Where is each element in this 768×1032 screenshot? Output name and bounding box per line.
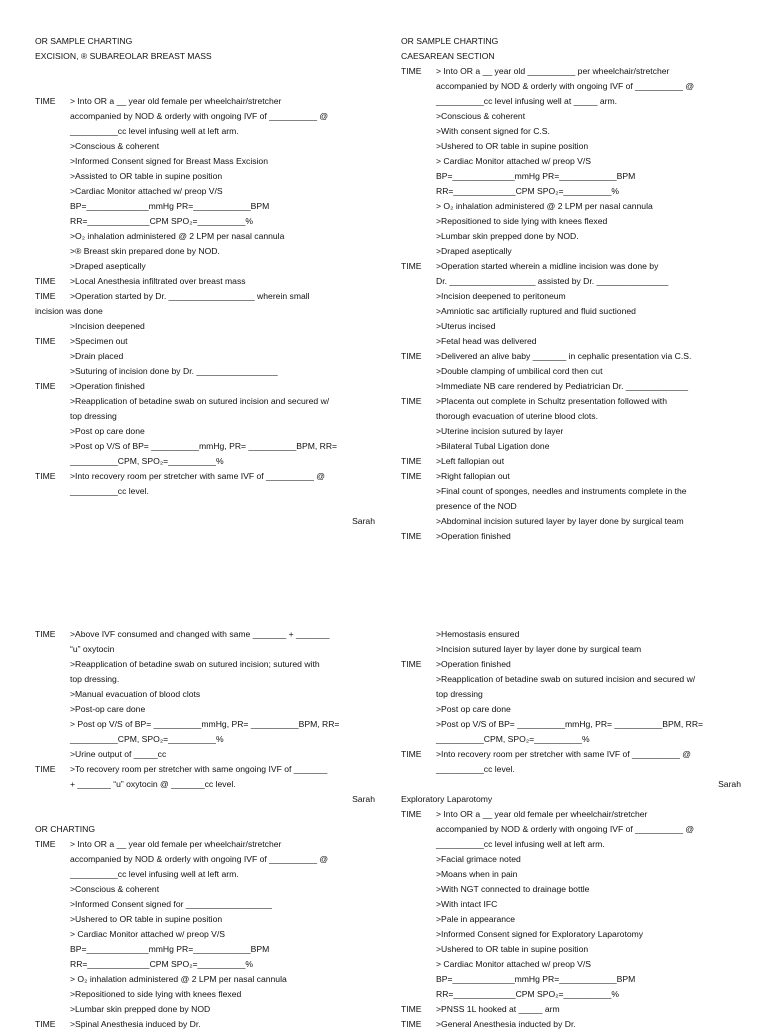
- chart-line: [35, 499, 375, 514]
- line-text: > O₂ inhalation administered @ 2 LPM per nasal cannula: [436, 201, 653, 211]
- chart-line: [35, 927, 375, 942]
- line-text: >Left fallopian out: [436, 456, 505, 466]
- chart-line: [35, 514, 375, 529]
- line-text: >Draped aseptically: [70, 261, 146, 271]
- line-text: top dressing: [436, 689, 483, 699]
- line-text: >Specimen out: [70, 336, 128, 346]
- time-label: TIME: [401, 351, 422, 361]
- chart-line: [35, 94, 375, 109]
- line-text: OR SAMPLE CHARTING: [35, 36, 133, 46]
- line-text: >Operation finished: [436, 659, 511, 669]
- time-label: TIME: [35, 291, 56, 301]
- chart-line: [401, 79, 741, 94]
- chart-line: [401, 34, 741, 49]
- line-text: >Incision deepened to peritoneum: [436, 291, 566, 301]
- line-text: >PNSS 1L hooked at _____ arm: [436, 1004, 560, 1014]
- line-text: OR SAMPLE CHARTING: [401, 36, 499, 46]
- chart-line: [401, 514, 741, 529]
- line-text: Dr. __________________ assisted by Dr. _______________: [436, 276, 669, 286]
- chart-line: [401, 927, 741, 942]
- line-text: >Operation started wherein a midline incision was done by: [436, 261, 659, 271]
- line-text: >Facial grimace noted: [436, 854, 521, 864]
- line-text: >Repositioned to side lying with knees flexed: [70, 989, 242, 999]
- line-text: >Into recovery room per stretcher with same IVF of __________ @: [436, 749, 691, 759]
- chart-line: [401, 229, 741, 244]
- line-text: >Post op care done: [436, 704, 511, 714]
- chart-line: [401, 687, 741, 702]
- line-text: RR=_____________CPM SPO₂=__________%: [436, 989, 619, 999]
- line-text: incision was done: [35, 306, 103, 316]
- chart-line: [401, 852, 741, 867]
- line-text: >Hemostasis ensured: [436, 629, 520, 639]
- line-text: __________CPM, SPO₂=__________%: [436, 734, 590, 744]
- chart-line: [401, 334, 741, 349]
- chart-line: [401, 777, 741, 792]
- time-label: TIME: [35, 471, 56, 481]
- chart-line: [401, 409, 741, 424]
- time-label: TIME: [35, 336, 56, 346]
- line-text: __________cc level.: [436, 764, 515, 774]
- chart-line: [401, 259, 741, 274]
- line-text: __________CPM, SPO₂=__________%: [70, 734, 224, 744]
- chart-line: [401, 469, 741, 484]
- line-text: > Into OR a __ year old female per wheelchair/stretcher: [70, 96, 282, 106]
- time-label: TIME: [35, 629, 56, 639]
- chart-line: [401, 199, 741, 214]
- chart-line: [35, 244, 375, 259]
- time-label: TIME: [401, 471, 422, 481]
- line-text: OR CHARTING: [35, 824, 96, 834]
- chart-line: [401, 274, 741, 289]
- line-text: > Cardiac Monitor attached w/ preop V/S: [436, 959, 592, 969]
- chart-line: [35, 469, 375, 484]
- chart-line: [401, 49, 741, 64]
- chart-line: [35, 942, 375, 957]
- chart-line: [35, 379, 375, 394]
- chart-line: [35, 484, 375, 499]
- chart-line: [401, 439, 741, 454]
- chart-line: [401, 454, 741, 469]
- chart-line: [35, 154, 375, 169]
- line-text: >With intact IFC: [436, 899, 498, 909]
- line-text: >Local Anesthesia infiltrated over breast mass: [70, 276, 246, 286]
- line-text: >Into recovery room per stretcher with same IVF of __________ @: [70, 471, 325, 481]
- line-text: >Delivered an alive baby _______ in cephalic presentation via C.S.: [436, 351, 692, 361]
- chart-line: [401, 942, 741, 957]
- line-text: >General Anesthesia inducted by Dr.: [436, 1019, 576, 1029]
- line-text: >Uterine incision sutured by layer: [436, 426, 564, 436]
- chart-line: [35, 304, 375, 319]
- chart-line: [401, 244, 741, 259]
- section-caesarean-section: [401, 34, 741, 544]
- chart-line: [401, 912, 741, 927]
- line-text: >Conscious & coherent: [70, 884, 160, 894]
- chart-line: [35, 334, 375, 349]
- line-text: >Drain placed: [70, 351, 124, 361]
- line-text: >O₂ inhalation administered @ 2 LPM per nasal cannula: [70, 231, 285, 241]
- chart-line: [35, 259, 375, 274]
- chart-line: [401, 379, 741, 394]
- line-text: __________cc level infusing well at left arm.: [436, 839, 605, 849]
- chart-line: [35, 972, 375, 987]
- line-text: >Ushered to OR table in supine position: [436, 141, 589, 151]
- line-text: >Immediate NB care rendered by Pediatrician Dr. _____________: [436, 381, 689, 391]
- chart-line: [401, 882, 741, 897]
- chart-line: [35, 319, 375, 334]
- chart-line: [35, 424, 375, 439]
- time-label: TIME: [401, 396, 422, 406]
- line-text: >Repositioned to side lying with knees flexed: [436, 216, 608, 226]
- chart-line: [401, 319, 741, 334]
- line-text: >Informed Consent signed for Breast Mass Excision: [70, 156, 268, 166]
- line-text: __________cc level infusing well at left arm.: [70, 126, 239, 136]
- chart-line: [401, 499, 741, 514]
- time-label: TIME: [35, 764, 56, 774]
- chart-line: [35, 64, 375, 79]
- chart-line: [35, 822, 375, 837]
- line-text: >Conscious & coherent: [70, 141, 160, 151]
- chart-line: [401, 1002, 741, 1017]
- line-text: >Post op V/S of BP= __________mmHg, PR= __________BPM, RR=: [70, 441, 338, 451]
- chart-line: [35, 169, 375, 184]
- chart-line: [35, 837, 375, 852]
- chart-line: [401, 304, 741, 319]
- signature-text: Sarah: [718, 779, 741, 789]
- time-label: TIME: [401, 261, 422, 271]
- chart-line: [35, 852, 375, 867]
- line-text: >Incision deepened: [70, 321, 145, 331]
- line-text: >Fetal head was delivered: [436, 336, 537, 346]
- line-text: >Final count of sponges, needles and instruments complete in the: [436, 486, 687, 496]
- section-or-charting: [35, 627, 375, 1032]
- line-text: >Spinal Anesthesia induced by Dr.: [70, 1019, 201, 1029]
- line-text: >Bilateral Tubal Ligation done: [436, 441, 550, 451]
- chart-line: [35, 867, 375, 882]
- line-text: > Into OR a __ year old female per wheelchair/stretcher: [436, 809, 648, 819]
- line-text: >Double clamping of umbilical cord then cut: [436, 366, 603, 376]
- line-text: “u” oxytocin: [70, 644, 115, 654]
- time-label: TIME: [401, 531, 422, 541]
- time-label: TIME: [401, 456, 422, 466]
- chart-line: [35, 214, 375, 229]
- chart-line: [401, 627, 741, 642]
- chart-line: [401, 484, 741, 499]
- line-text: >Urine output of _____cc: [70, 749, 167, 759]
- line-text: >Right fallopian out: [436, 471, 510, 481]
- chart-line: [35, 199, 375, 214]
- line-text: RR=_____________CPM SPO₂=__________%: [436, 186, 619, 196]
- line-text: >Abdominal incision sutured layer by layer done by surgical team: [436, 516, 684, 526]
- chart-line: [35, 364, 375, 379]
- chart-line: [401, 672, 741, 687]
- line-text: > Post op V/S of BP= __________mmHg, PR= __________BPM, RR=: [70, 719, 340, 729]
- line-text: __________cc level infusing well at left arm.: [70, 869, 239, 879]
- time-label: TIME: [35, 381, 56, 391]
- line-text: > Cardiac Monitor attached w/ preop V/S: [436, 156, 592, 166]
- chart-line: [35, 1002, 375, 1017]
- line-text: >Ushered to OR table in supine position: [70, 914, 223, 924]
- chart-line: [35, 139, 375, 154]
- chart-line: [35, 642, 375, 657]
- chart-line: [401, 184, 741, 199]
- time-label: TIME: [35, 276, 56, 286]
- line-text: >Post op care done: [70, 426, 145, 436]
- chart-line: [401, 987, 741, 1002]
- line-text: >Pale in appearance: [436, 914, 516, 924]
- chart-line: [401, 972, 741, 987]
- line-text: BP=_____________mmHg PR=____________BPM: [436, 171, 636, 181]
- chart-line: [401, 424, 741, 439]
- chart-line: [401, 642, 741, 657]
- line-text: >With NGT connected to drainage bottle: [436, 884, 590, 894]
- chart-line: [401, 807, 741, 822]
- chart-line: [401, 109, 741, 124]
- line-text: >Post-op care done: [70, 704, 146, 714]
- line-text: >® Breast skin prepared done by NOD.: [70, 246, 220, 256]
- line-text: >Uterus incised: [436, 321, 496, 331]
- line-text: RR=_____________CPM SPO₂=__________%: [70, 216, 253, 226]
- chart-line: [35, 717, 375, 732]
- chart-line: [35, 987, 375, 1002]
- chart-line: [401, 822, 741, 837]
- chart-line: [35, 394, 375, 409]
- chart-line: [35, 454, 375, 469]
- chart-line: [401, 349, 741, 364]
- line-text: >Placenta out complete in Schultz presentation followed with: [436, 396, 667, 406]
- chart-line: [401, 214, 741, 229]
- chart-line: [35, 34, 375, 49]
- line-text: > Into OR a __ year old __________ per wheelchair/stretcher: [436, 66, 670, 76]
- chart-line: [401, 732, 741, 747]
- signature-text: Sarah: [352, 516, 375, 526]
- chart-line: [35, 289, 375, 304]
- chart-line: [35, 124, 375, 139]
- line-text: >Post op V/S of BP= __________mmHg, PR= __________BPM, RR=: [436, 719, 704, 729]
- line-text: >Above IVF consumed and changed with same _______ + _______: [70, 629, 330, 639]
- time-label: TIME: [35, 1019, 56, 1029]
- time-label: TIME: [401, 809, 422, 819]
- chart-line: [35, 184, 375, 199]
- line-text: __________cc level infusing well at _____ arm.: [436, 96, 618, 106]
- chart-line: [401, 957, 741, 972]
- line-text: presence of the NOD: [436, 501, 517, 511]
- chart-line: [401, 169, 741, 184]
- line-text: >Lumbar skin prepped done by NOD: [70, 1004, 211, 1014]
- line-text: accompanied by NOD & orderly with ongoing IVF of __________ @: [70, 854, 329, 864]
- time-label: TIME: [401, 1019, 422, 1029]
- time-label: TIME: [401, 749, 422, 759]
- line-text: top dressing.: [70, 674, 120, 684]
- chart-line: [35, 229, 375, 244]
- line-text: >Operation finished: [70, 381, 145, 391]
- time-label: TIME: [35, 96, 56, 106]
- line-text: Exploratory Laparotomy: [401, 794, 493, 804]
- line-text: >To recovery room per stretcher with same ongoing IVF of _______: [70, 764, 328, 774]
- line-text: >Informed Consent signed for Exploratory Laparotomy: [436, 929, 644, 939]
- chart-line: [401, 64, 741, 79]
- chart-line: [35, 109, 375, 124]
- chart-line: [35, 807, 375, 822]
- chart-line: [35, 957, 375, 972]
- chart-line: [401, 1017, 741, 1032]
- time-label: TIME: [401, 1004, 422, 1014]
- line-text: >Lumbar skin prepped done by NOD.: [436, 231, 579, 241]
- line-text: accompanied by NOD & orderly with ongoing IVF of __________ @: [70, 111, 329, 121]
- signature-text: Sarah: [352, 794, 375, 804]
- line-text: >Manual evacuation of blood clots: [70, 689, 201, 699]
- chart-line: [35, 762, 375, 777]
- line-text: EXCISION, ® SUBAREOLAR BREAST MASS: [35, 51, 212, 61]
- line-text: >Cardiac Monitor attached w/ preop V/S: [70, 186, 223, 196]
- line-text: __________cc level.: [70, 486, 149, 496]
- line-text: >Operation finished: [436, 531, 511, 541]
- chart-line: [35, 792, 375, 807]
- line-text: >Operation started by Dr. __________________ wherein small: [70, 291, 310, 301]
- line-text: BP=_____________mmHg PR=____________BPM: [70, 944, 270, 954]
- section-breast-mass-excision: [35, 34, 375, 529]
- line-text: >Amniotic sac artificially ruptured and fluid suctioned: [436, 306, 636, 316]
- chart-line: [35, 912, 375, 927]
- line-text: >Suturing of incision done by Dr. _________________: [70, 366, 278, 376]
- line-text: >Reapplication of betadine swab on sutured incision and secured w/: [436, 674, 696, 684]
- chart-line: [35, 747, 375, 762]
- chart-line: [401, 529, 741, 544]
- chart-line: [35, 732, 375, 747]
- chart-line: [401, 702, 741, 717]
- line-text: RR=_____________CPM SPO₂=__________%: [70, 959, 253, 969]
- line-text: __________CPM, SPO₂=__________%: [70, 456, 224, 466]
- line-text: >With consent signed for C.S.: [436, 126, 550, 136]
- chart-line: [401, 717, 741, 732]
- line-text: >Reapplication of betadine swab on sutured incision; sutured with: [70, 659, 320, 669]
- line-text: >Moans when in pain: [436, 869, 518, 879]
- chart-line: [401, 154, 741, 169]
- chart-line: [401, 657, 741, 672]
- chart-line: [35, 672, 375, 687]
- section-exploratory-laparotomy: [401, 627, 741, 1032]
- line-text: >Informed Consent signed for __________________: [70, 899, 272, 909]
- chart-line: [401, 394, 741, 409]
- chart-line: [401, 867, 741, 882]
- line-text: >Ushered to OR table in supine position: [436, 944, 589, 954]
- chart-line: [35, 274, 375, 289]
- time-label: TIME: [35, 839, 56, 849]
- chart-line: [35, 687, 375, 702]
- line-text: >Incision sutured layer by layer done by surgical team: [436, 644, 642, 654]
- chart-line: [35, 49, 375, 64]
- line-text: thorough evacuation of uterine blood clots.: [436, 411, 598, 421]
- time-label: TIME: [401, 659, 422, 669]
- chart-line: [35, 897, 375, 912]
- chart-line: [35, 439, 375, 454]
- line-text: >Conscious & coherent: [436, 111, 526, 121]
- chart-line: [401, 762, 741, 777]
- chart-line: [401, 94, 741, 109]
- chart-line: [401, 747, 741, 762]
- line-text: BP=_____________mmHg PR=____________BPM: [70, 201, 270, 211]
- line-text: top dressing: [70, 411, 117, 421]
- chart-line: [401, 792, 741, 807]
- line-text: + _______ “u” oxytocin @ _______cc level.: [70, 779, 236, 789]
- chart-line: [35, 409, 375, 424]
- chart-line: [35, 702, 375, 717]
- chart-line: [35, 79, 375, 94]
- time-label: TIME: [401, 66, 422, 76]
- line-text: CAESAREAN SECTION: [401, 51, 495, 61]
- line-text: >Assisted to OR table in supine position: [70, 171, 223, 181]
- chart-line: [401, 364, 741, 379]
- line-text: > Into OR a __ year old female per wheelchair/stretcher: [70, 839, 282, 849]
- chart-line: [401, 139, 741, 154]
- line-text: accompanied by NOD & orderly with ongoing IVF of __________ @: [436, 81, 695, 91]
- line-text: > O₂ inhalation administered @ 2 LPM per nasal cannula: [70, 974, 287, 984]
- chart-line: [35, 777, 375, 792]
- chart-line: [401, 289, 741, 304]
- chart-line: [35, 657, 375, 672]
- line-text: > Cardiac Monitor attached w/ preop V/S: [70, 929, 226, 939]
- chart-line: [35, 349, 375, 364]
- chart-line: [35, 882, 375, 897]
- chart-line: [401, 124, 741, 139]
- line-text: >Draped aseptically: [436, 246, 512, 256]
- chart-line: [401, 837, 741, 852]
- line-text: >Reapplication of betadine swab on sutured incision and secured w/: [70, 396, 330, 406]
- chart-line: [35, 1017, 375, 1032]
- line-text: BP=_____________mmHg PR=____________BPM: [436, 974, 636, 984]
- chart-line: [35, 627, 375, 642]
- line-text: accompanied by NOD & orderly with ongoing IVF of __________ @: [436, 824, 695, 834]
- chart-line: [401, 897, 741, 912]
